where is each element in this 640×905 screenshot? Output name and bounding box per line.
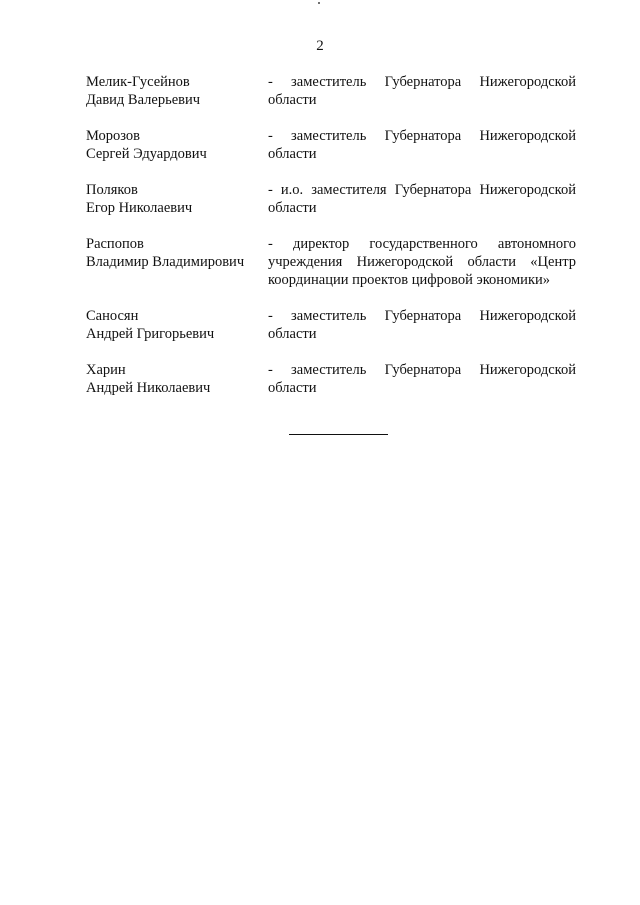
person-position: - заместитель Губернатора Нижегородской области	[268, 308, 576, 342]
person-name	[86, 73, 268, 109]
person-name	[86, 235, 268, 289]
officials-list	[86, 73, 576, 415]
person-position: - директор государственного автономного учреждения Нижегородской области «Центр координации проектов цифровой экономики»	[268, 236, 576, 288]
person-position: - заместитель Губернатора Нижегородской области	[268, 362, 576, 396]
person-given-names: Андрей Николаевич	[86, 380, 211, 396]
person-given-names: Егор Николаевич	[86, 200, 193, 216]
person-surname: Распопов	[86, 236, 144, 252]
person-surname: Морозов	[86, 128, 141, 144]
end-of-list-divider	[289, 434, 388, 435]
person-surname: Саносян	[86, 308, 139, 324]
person-surname: Поляков	[86, 182, 138, 198]
person-given-names: Владимир Владимирович	[86, 254, 245, 270]
person-given-names: Андрей Григорьевич	[86, 326, 215, 342]
person-position: - и.о. заместителя Губернатора Нижегородской области	[268, 182, 576, 216]
scan-speck	[318, 2, 320, 4]
list-item	[86, 73, 576, 109]
list-item	[86, 127, 576, 163]
person-position: - заместитель Губернатора Нижегородской области	[268, 128, 576, 162]
person-name	[86, 307, 268, 343]
person-given-names: Сергей Эдуардович	[86, 146, 207, 162]
page-number: 2	[316, 38, 324, 54]
list-item	[86, 361, 576, 397]
list-item	[86, 235, 576, 289]
list-item	[86, 307, 576, 343]
person-surname: Харин	[86, 362, 126, 378]
list-item	[86, 181, 576, 217]
person-name	[86, 361, 268, 397]
person-surname: Мелик-Гусейнов	[86, 74, 190, 90]
person-name	[86, 127, 268, 163]
person-position: - заместитель Губернатора Нижегородской области	[268, 74, 576, 108]
person-given-names: Давид Валерьевич	[86, 92, 201, 108]
person-name	[86, 181, 268, 217]
